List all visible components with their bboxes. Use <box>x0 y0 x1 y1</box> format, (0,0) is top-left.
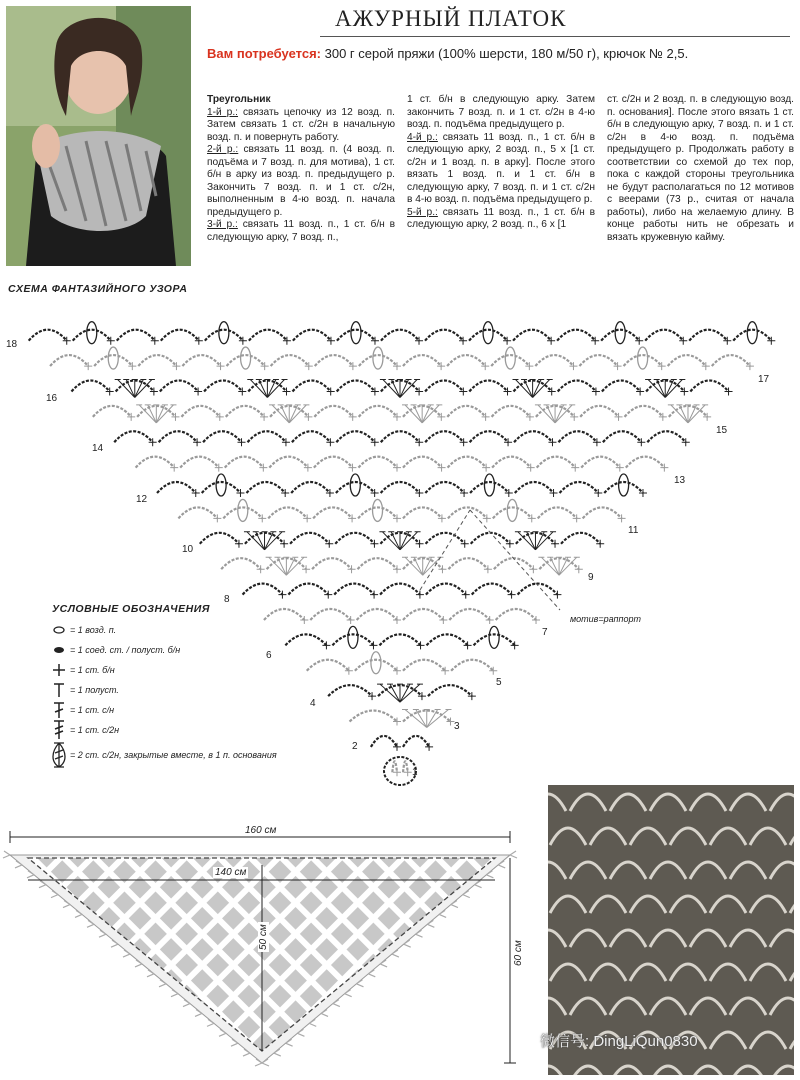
chain-arch <box>491 355 529 366</box>
treble-crochet-symbol <box>48 720 70 740</box>
cluster-stitch <box>216 474 226 496</box>
chain-arch <box>334 584 374 595</box>
chain-arch <box>426 584 466 595</box>
chain-arch <box>470 482 509 493</box>
cluster-stitch <box>373 347 383 369</box>
chain-arch <box>246 482 285 493</box>
chain-arch <box>335 533 374 544</box>
cluster-stitch <box>483 322 493 344</box>
chain-arch <box>471 533 510 544</box>
chain-arch <box>392 761 397 772</box>
row-3-label: 3-й р.: <box>207 219 238 230</box>
cluster-stitch <box>348 626 358 648</box>
row-number-right: 9 <box>588 572 594 583</box>
chart-row <box>71 379 732 397</box>
chain-arch <box>493 507 532 518</box>
dimension-outer-height: 60 см <box>513 940 524 966</box>
chain-arch <box>428 685 472 696</box>
legend-item <box>48 700 338 720</box>
chain-arch <box>470 431 508 442</box>
chain-arch <box>537 457 576 468</box>
stitch-mark <box>345 667 353 675</box>
chain-arch <box>426 533 465 544</box>
chain-arch <box>379 634 420 645</box>
chain-arch <box>359 355 397 366</box>
chain-arch <box>447 355 485 366</box>
row-number-right: 11 <box>628 525 639 536</box>
fan-stitch <box>278 405 290 423</box>
cluster-stitch <box>489 626 499 648</box>
cluster-stitch <box>373 499 383 521</box>
row-number-right: 5 <box>496 677 502 688</box>
chain-arch <box>313 507 352 518</box>
cluster-stitch <box>747 322 757 344</box>
fan-stitch <box>115 379 135 397</box>
chain-arch <box>136 457 175 468</box>
chain-arch <box>138 355 176 366</box>
cluster-stitch <box>241 347 251 369</box>
chain-arch <box>561 533 600 544</box>
chain-arch <box>358 558 397 569</box>
legend-item <box>48 680 338 700</box>
row-1-instruction <box>207 107 395 145</box>
section-heading: Треугольник <box>207 94 271 105</box>
chain-arch <box>358 457 397 468</box>
fan-stitch <box>402 405 422 423</box>
fan-stitch <box>521 379 533 397</box>
chain-arch <box>50 355 88 366</box>
legend-item <box>48 660 338 680</box>
legend-title: УСЛОВНЫЕ ОБОЗНАЧЕНИЯ <box>52 603 210 615</box>
cluster-stitch <box>351 322 361 344</box>
chain-arch <box>314 406 352 417</box>
chain-arch <box>94 355 132 366</box>
cluster-stitch <box>484 474 494 496</box>
chain-arch <box>161 330 199 341</box>
fan-stitch <box>538 557 559 575</box>
chain-arch <box>624 355 662 366</box>
stitch-mark <box>511 641 519 649</box>
chain-arch <box>515 482 554 493</box>
chain-arch <box>268 507 307 518</box>
chain-arch <box>292 380 330 391</box>
row-number-left: 2 <box>352 741 358 752</box>
page-title: АЖУРНЫЙ ПЛАТОК <box>335 6 567 31</box>
row-1-text: связать цепочку из 12 возд. п. Затем связать 1 ст. с/2н в начальную возд. п. и повернуть работу. <box>207 106 396 143</box>
chain-arch <box>451 660 493 671</box>
chain-arch <box>469 380 507 391</box>
chain-arch <box>358 507 397 518</box>
chain-arch <box>181 406 219 417</box>
cluster-stitch <box>505 347 515 369</box>
cluster-stitch <box>350 474 360 496</box>
chain-arch <box>249 330 287 341</box>
chain-arch <box>336 431 374 442</box>
fan-stitch <box>388 532 400 550</box>
chain-arch <box>312 558 351 569</box>
chain-arch <box>225 457 264 468</box>
chain-arch <box>425 380 463 391</box>
chain-arch <box>712 355 750 366</box>
motif-label: мотив=раппорт <box>570 614 641 624</box>
fringe-mark <box>510 851 517 858</box>
chain-arch <box>625 406 663 417</box>
chain-arch <box>380 584 420 595</box>
fan-stitch <box>253 532 265 550</box>
fan-stitch <box>513 379 533 397</box>
chart-row <box>93 405 711 423</box>
row-5-instruction <box>407 207 595 232</box>
chain-arch <box>159 431 197 442</box>
double-crochet-symbol <box>48 701 70 719</box>
row-5-text: связать 11 возд. п., 1 ст. б/н в следующую арку, 2 возд. п., 6 х [1 <box>407 206 595 230</box>
chain-arch <box>403 609 443 620</box>
chain-arch <box>227 355 265 366</box>
cluster-symbol <box>48 740 70 770</box>
row-number-left: 12 <box>136 494 148 505</box>
row-3-text: связать 11 возд. п., 1 ст. б/н в следующую арку, 7 возд. п., <box>207 219 395 243</box>
chain-arch <box>403 507 442 518</box>
legend-text: = 2 ст. с/2н, закрытые вместе, в 1 п. основания <box>70 750 277 760</box>
fan-stitch <box>402 710 427 728</box>
chain-arch <box>359 406 397 417</box>
chain-arch <box>690 380 728 391</box>
fan-stitch <box>547 557 559 575</box>
stitch-mark <box>441 667 449 675</box>
fan-stitch <box>269 405 289 423</box>
row-number-left: 18 <box>6 339 18 350</box>
chain-arch <box>350 711 397 722</box>
chart-row <box>157 474 647 497</box>
chain-arch <box>448 507 487 518</box>
chain-arch <box>469 330 507 341</box>
chain-arch <box>293 330 331 341</box>
chain-arch <box>425 431 463 442</box>
chain-arch <box>425 482 464 493</box>
chain-arch <box>447 406 485 417</box>
chain-arch <box>602 380 640 391</box>
cluster-stitch <box>615 322 625 344</box>
cluster-stitch <box>371 652 381 674</box>
row-number-right: 17 <box>758 374 770 385</box>
chain-arch <box>357 609 397 620</box>
cluster-stitch <box>507 499 517 521</box>
chain-arch <box>604 482 643 493</box>
fan-stitch <box>402 557 423 575</box>
row-number-left: 16 <box>46 393 58 404</box>
chain-arch <box>381 431 419 442</box>
row-number-right: 1 <box>412 767 418 778</box>
chain-arch <box>427 634 468 645</box>
chain-arch <box>93 406 131 417</box>
chain-arch <box>264 609 304 620</box>
row-2-text: связать 11 возд. п. (4 возд. п. подъёма и 7 возд. п. для мотива), 1 ст. б/н в арку из возд. п. предыдущего р. Закончить 7 возд. п. и 1 ст. с/2н, выполненным в 4-ю возд. п. начала предыдущего р. <box>207 144 396 218</box>
chart-row <box>221 557 583 575</box>
chain-arch <box>29 330 67 341</box>
chain-arch <box>538 507 577 518</box>
chain-stitch-symbol <box>48 625 70 635</box>
chain-arch <box>243 584 283 595</box>
chart-row <box>371 736 433 751</box>
chain-arch <box>337 380 375 391</box>
fan-stitch <box>676 405 688 423</box>
fan-stitch <box>411 405 423 423</box>
legend-item <box>48 740 338 770</box>
chain-arch <box>448 457 487 468</box>
chain-arch <box>403 457 442 468</box>
chain-arch <box>269 457 308 468</box>
row-number-right: 13 <box>674 475 686 486</box>
shawl-shape-diagram <box>0 825 540 1070</box>
chain-arch <box>291 482 330 493</box>
requirements-text: 300 г серой пряжи (100% шерсти, 180 м/50 г), крючок № 2,5. <box>321 46 689 61</box>
chart-row <box>200 532 604 550</box>
instructions-column-2 <box>407 94 595 232</box>
fan-stitch <box>123 379 135 397</box>
chain-arch <box>733 330 771 341</box>
chain-arch <box>601 330 639 341</box>
row-4-label: 4-й р.: <box>407 131 438 143</box>
chain-arch <box>114 431 152 442</box>
chain-arch <box>157 482 196 493</box>
cluster-stitch <box>219 322 229 344</box>
chain-arch <box>336 482 375 493</box>
cluster-stitch <box>108 347 118 369</box>
chain-arch <box>513 330 551 341</box>
legend-text: = 1 соед. ст. / полуст. б/н <box>70 645 181 655</box>
chain-arch <box>226 406 264 417</box>
chain-arch <box>381 330 419 341</box>
scheme-title: СХЕМА ФАНТАЗИЙНОГО УЗОРА <box>8 283 188 295</box>
fringe-mark <box>3 851 10 858</box>
fan-stitch <box>256 379 268 397</box>
single-crochet-symbol <box>48 663 70 677</box>
chain-arch <box>425 330 463 341</box>
chart-row <box>178 499 625 522</box>
row-1-label: 1-й р.: <box>207 106 239 118</box>
chain-arch <box>496 609 536 620</box>
chain-arch <box>689 330 727 341</box>
chain-arch <box>492 406 530 417</box>
cluster-stitch <box>87 322 97 344</box>
chain-arch <box>182 355 220 366</box>
dimension-inner-width: 140 см <box>215 867 247 878</box>
chain-arch <box>271 355 309 366</box>
chain-arch <box>558 431 596 442</box>
chart-row <box>243 584 562 599</box>
chain-arch <box>645 330 683 341</box>
chain-arch <box>290 533 329 544</box>
chain-arch <box>580 406 618 417</box>
chain-arch <box>583 507 622 518</box>
legend-item <box>48 640 338 660</box>
chain-arch <box>248 431 286 442</box>
row-number-right: 3 <box>454 721 460 732</box>
title-rule <box>320 36 790 37</box>
row-number-right: 15 <box>716 425 728 436</box>
legend-text: = 1 ст. с/2н <box>70 725 120 735</box>
fan-stitch <box>388 379 400 397</box>
requirements-label: Вам потребуется: <box>207 46 321 61</box>
row-number-left: 6 <box>266 650 272 661</box>
chain-arch <box>202 482 241 493</box>
chain-arch <box>560 482 599 493</box>
chain-arch <box>535 355 573 366</box>
dimension-outer-width: 160 см <box>245 825 277 836</box>
chain-arch <box>315 355 353 366</box>
chain-arch <box>449 609 489 620</box>
cluster-stitch <box>638 347 648 369</box>
chain-arch <box>472 584 512 595</box>
stitch-mark <box>489 667 497 675</box>
row-number-left: 10 <box>182 544 194 555</box>
chain-arch <box>514 431 552 442</box>
row-3-continued: 1 ст. б/н в следующую арку. Затем закончить 7 возд. п. и 1 ст. с/2н в 4-ю возд. п. подъёма предыдущего р. <box>407 94 595 130</box>
chain-arch <box>117 330 155 341</box>
fan-stitch <box>535 405 555 423</box>
chain-arch <box>355 660 397 671</box>
row-4-instruction <box>407 132 595 207</box>
legend-text: = 1 полуст. <box>70 685 119 695</box>
instructions-column-1 <box>207 94 395 244</box>
chain-arch <box>221 558 260 569</box>
legend-text: = 1 возд. п. <box>70 625 117 635</box>
half-double-symbol <box>48 682 70 698</box>
legend-item <box>48 720 338 740</box>
fan-stitch <box>397 684 403 702</box>
chart-row <box>136 457 669 472</box>
fan-stitch <box>275 557 287 575</box>
chain-arch <box>403 736 429 747</box>
fan-stitch <box>645 379 665 397</box>
chain-arch <box>314 457 353 468</box>
fan-stitch <box>515 532 536 550</box>
chain-arch <box>223 507 262 518</box>
row-number-left: 4 <box>310 698 316 709</box>
chain-arch <box>579 355 617 366</box>
chain-arch <box>474 634 515 645</box>
chain-arch <box>180 457 219 468</box>
row-3-instruction <box>207 219 395 244</box>
chain-arch <box>668 355 706 366</box>
fan-stitch <box>247 379 267 397</box>
chain-arch <box>603 431 641 442</box>
chain-arch <box>288 584 328 595</box>
stitch-mark <box>464 641 472 649</box>
fan-stitch <box>266 557 287 575</box>
stitch-mark <box>404 768 412 776</box>
chain-arch <box>557 330 595 341</box>
chain-arch <box>626 457 665 468</box>
dimension-inner-height: 50 см <box>258 924 269 950</box>
legend <box>48 620 338 770</box>
fan-stitch <box>136 405 156 423</box>
fan-stitch <box>668 405 688 423</box>
legend-item <box>48 620 338 640</box>
chain-arch <box>381 482 420 493</box>
fan-stitch <box>524 532 536 550</box>
legend-text: = 1 ст. б/н <box>70 665 115 675</box>
slip-stitch-symbol <box>48 645 70 655</box>
chain-arch <box>448 558 487 569</box>
fan-stitch <box>380 379 400 397</box>
chart-row <box>350 710 455 728</box>
row-2-label: 2-й р.: <box>207 144 239 155</box>
chain-arch <box>332 634 373 645</box>
chain-arch <box>200 533 239 544</box>
chart-row <box>328 684 476 702</box>
row-number-left: 8 <box>224 594 230 605</box>
fan-stitch <box>411 557 423 575</box>
stitch-mark <box>393 667 401 675</box>
fan-stitch <box>543 405 555 423</box>
watermark: 微信号: DingLiQun0830 <box>540 1033 698 1050</box>
stitch-mark <box>369 641 377 649</box>
chart-row <box>50 347 754 370</box>
legend-text: = 1 ст. с/н <box>70 705 115 715</box>
fan-stitch <box>377 684 400 702</box>
chain-arch <box>310 609 350 620</box>
chain-arch <box>403 660 445 671</box>
row-5-continued: ст. с/2н и 2 возд. п. в следующую возд. п. основания]. После этого вязать 1 ст. б/н в следующую арку, 7 возд. п. и 1 ст. с/2н в 4-ю возд. п. подъёма предыдущего р. Продолжать работу в соответствии со схемой до тех пор, пока с каждой стороны треугольника не будут располагаться по 12 мотивов с веерами (73 р., считая от начала работы), либо на желаемую длину. В конце работы нить не обрезать и вязать кружевную кайму. <box>607 94 794 243</box>
chain-arch <box>204 380 242 391</box>
row-5-label: 5-й р.: <box>407 206 438 218</box>
chain-arch <box>71 380 109 391</box>
chain-arch <box>73 330 111 341</box>
chain-arch <box>494 558 533 569</box>
chart-row <box>114 431 690 446</box>
requirements <box>207 46 688 61</box>
instructions-column-3 <box>607 94 794 244</box>
chain-arch <box>292 431 330 442</box>
chain-arch <box>492 457 531 468</box>
chain-arch <box>178 507 217 518</box>
chart-row <box>29 322 776 345</box>
chain-arch <box>403 355 441 366</box>
fan-stitch <box>145 405 157 423</box>
fan-stitch <box>379 532 400 550</box>
cluster-stitch <box>619 474 629 496</box>
model-photo <box>6 6 191 266</box>
chain-arch <box>647 431 685 442</box>
motif-repeat-line <box>420 510 560 610</box>
fan-stitch <box>654 379 666 397</box>
cluster-stitch <box>238 499 248 521</box>
row-4-text: связать 11 возд. п., 1 ст. б/н в следующую арку, 2 возд. п., 5 х [1 ст. с/2н и 1 возд. п. в арку]. После этого вязать 1 возд. п. и 1 ст. б/н в следующую арку, 7 возд. п. и 1 ст. с/2н в 4-ю возд. п. подъёма предыдущего р. <box>407 131 595 205</box>
chain-arch <box>160 380 198 391</box>
stitch-mark <box>417 641 425 649</box>
chart-row <box>392 761 411 776</box>
chain-arch <box>558 380 596 391</box>
chain-arch <box>337 330 375 341</box>
fan-stitch <box>244 532 265 550</box>
row-number-left: 14 <box>92 443 104 454</box>
stitch-mark <box>393 768 401 776</box>
chain-arch <box>403 761 408 772</box>
chain-arch <box>581 457 620 468</box>
row-2-instruction <box>207 144 395 219</box>
chain-arch <box>203 431 241 442</box>
row-number-right: 7 <box>542 627 548 638</box>
chain-arch <box>205 330 243 341</box>
chain-arch <box>371 736 397 747</box>
